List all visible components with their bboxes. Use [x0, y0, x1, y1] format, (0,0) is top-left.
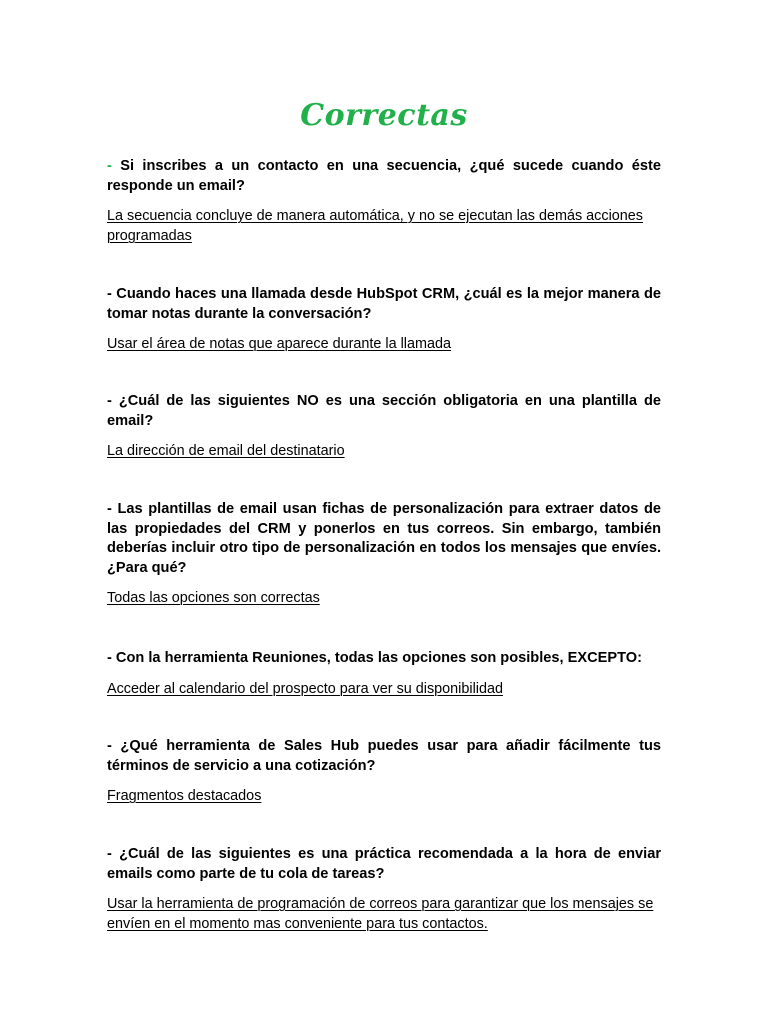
qa-item-6	[107, 737, 661, 806]
answer-1: La secuencia concluye de manera automática, y no se ejecutan las demás acciones programadas	[107, 208, 643, 244]
qa-item-3	[107, 392, 661, 461]
question-1-text: Si inscribes a un contacto en una secuencia, ¿qué sucede cuando éste responde un email?	[107, 158, 661, 194]
qa-item-5	[107, 649, 661, 699]
answer-2: Usar el área de notas que aparece durante la llamada	[107, 336, 451, 352]
answer-6: Fragmentos destacados	[107, 788, 262, 804]
question-3: - ¿Cuál de las siguientes NO es una sección obligatoria en una plantilla de email?	[107, 393, 661, 429]
question-7: - ¿Cuál de las siguientes es una práctica recomendada a la hora de enviar emails como parte de tu cola de tareas?	[107, 846, 661, 882]
question-1-dash: -	[107, 158, 121, 174]
answer-3: La dirección de email del destinatario	[107, 443, 345, 459]
page-title: Correctas	[300, 98, 468, 133]
question-5: - Con la herramienta Reuniones, todas las opciones son posibles, EXCEPTO:	[107, 650, 642, 666]
answer-4: Todas las opciones son correctas	[107, 590, 320, 606]
qa-item-2	[107, 285, 661, 354]
qa-item-4	[107, 500, 661, 608]
qa-item-1	[107, 157, 661, 246]
question-1	[107, 157, 661, 196]
answer-5: Acceder al calendario del prospecto para ver su disponibilidad	[107, 680, 503, 697]
question-2: - Cuando haces una llamada desde HubSpot CRM, ¿cuál es la mejor manera de tomar notas durante la conversación?	[107, 286, 661, 322]
question-6: - ¿Qué herramienta de Sales Hub puedes usar para añadir fácilmente tus términos de servicio a una cotización?	[107, 738, 661, 774]
question-4: - Las plantillas de email usan fichas de personalización para extraer datos de las propiedades del CRM y ponerlos en tus correos. Sin embargo, también deberías incluir otro tipo de personalización en todos los mensajes que envíes. ¿Para qué?	[107, 501, 661, 576]
qa-item-7	[107, 845, 661, 934]
answer-7: Usar la herramienta de programación de correos para garantizar que los mensajes se envíen en el momento mas conveniente para tus contactos.	[107, 896, 654, 932]
